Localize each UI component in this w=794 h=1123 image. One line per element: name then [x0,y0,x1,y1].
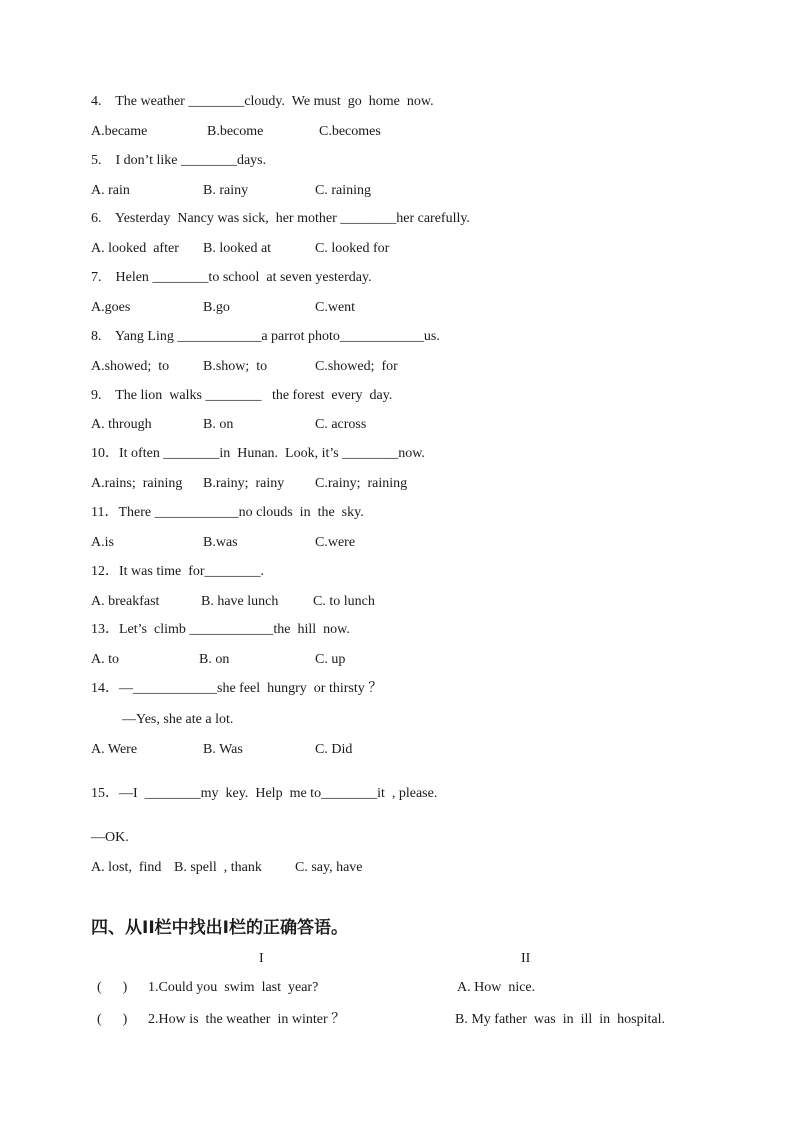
question-4-option-c: C.becomes [319,124,381,139]
question-6-option-b: B. looked at [203,241,272,256]
question-12-stem: 12．It was time for________. [91,564,265,579]
question-9-stem: 9. The lion walks ________ the forest every day. [91,388,393,403]
question-14-option-c: C. Did [315,742,353,757]
question-4-stem: 4. The weather ________cloudy. We must go home now. [91,94,434,109]
match-2-blank: ( ) [97,1012,128,1027]
question-12-option-c: C. to lunch [313,594,375,609]
question-15-option-a: A. lost, find [91,860,162,875]
match-b-answer: B. My father was in ill in hospital. [455,1012,665,1027]
question-6-option-c: C. looked for [315,241,390,256]
match-1-question: 1.Could you swim last year? [148,980,319,995]
question-11-option-c: C.were [315,535,356,550]
question-12-option-b: B. have lunch [201,594,279,609]
question-5-stem: 5. I don’t like ________days. [91,153,267,168]
question-8-option-c: C.showed; for [315,359,398,374]
column-i-header: I [259,951,264,966]
column-ii-header: II [521,951,531,966]
match-a-answer: A. How nice. [457,980,536,995]
question-6-option-a: A. looked after [91,241,179,256]
match-1-blank: ( ) [97,980,128,995]
question-15-option-c: C. say, have [295,860,363,875]
question-10-option-a: A.rains; raining [91,476,183,491]
question-12-option-a: A. breakfast [91,594,160,609]
question-15-stem: 15．—I ________my key. Help me to________it , please. [91,786,438,801]
question-5-option-b: B. rainy [203,183,249,198]
question-7-option-c: C.went [315,300,356,315]
question-8-stem: 8. Yang Ling ____________a parrot photo____________us. [91,329,440,344]
question-13-option-b: B. on [199,652,230,667]
question-10-stem: 10．It often ________in Hunan. Look, it’s ________now. [91,446,425,461]
question-14-option-b: B. Was [203,742,243,757]
question-9-option-c: C. across [315,417,367,432]
question-13-option-c: C. up [315,652,346,667]
question-10-option-c: C.rainy; raining [315,476,408,491]
question-4-option-b: B.become [207,124,264,139]
question-4-option-a: A.became [91,124,148,139]
question-15-reply: —OK. [91,830,129,845]
question-9-option-b: B. on [203,417,234,432]
match-2-question: 2.How is the weather in winter ？ [148,1012,346,1027]
question-8-option-a: A.showed; to [91,359,170,374]
question-7-option-a: A.goes [91,300,131,315]
question-13-stem: 13．Let’s climb ____________the hill now. [91,622,350,637]
question-11-stem: 11．There ____________no clouds in the sky. [91,505,364,520]
question-13-option-a: A. to [91,652,119,667]
question-8-option-b: B.show; to [203,359,268,374]
question-11-option-a: A.is [91,535,114,550]
question-14-stem: 14．—____________she feel hungry or thirsty ？ [91,681,383,696]
question-10-option-b: B.rainy; rainy [203,476,285,491]
question-7-stem: 7. Helen ________to school at seven yesterday. [91,270,372,285]
question-9-option-a: A. through [91,417,152,432]
question-11-option-b: B.was [203,535,238,550]
question-5-option-a: A. rain [91,183,130,198]
question-5-option-c: C. raining [315,183,371,198]
question-7-option-b: B.go [203,300,230,315]
question-6-stem: 6. Yesterday Nancy was sick, her mother ________her carefully. [91,211,470,226]
question-14-option-a: A. Were [91,742,138,757]
question-14-reply: —Yes, she ate a lot. [122,712,234,727]
question-15-option-b: B. spell , thank [174,860,262,875]
section-4-title: 四、从II栏中找出I栏的正确答语。 [91,918,348,938]
